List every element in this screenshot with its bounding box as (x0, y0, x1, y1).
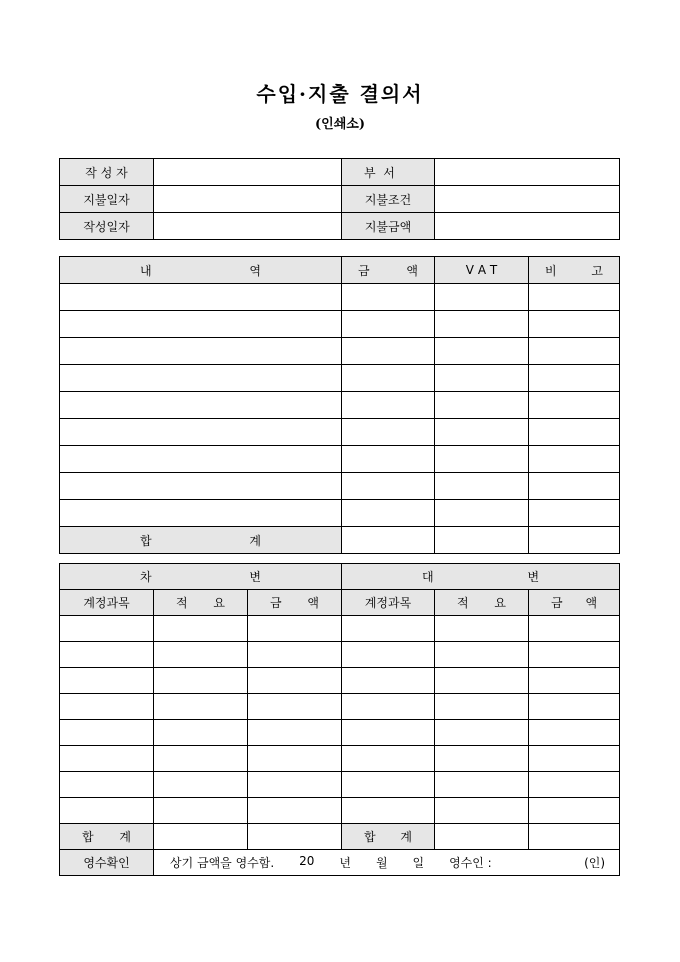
debit-amount-cell[interactable] (248, 746, 342, 772)
document-title: 수입·지출 결의서 (256, 82, 424, 106)
detail-note-cell[interactable] (529, 338, 620, 365)
credit-summary-cell[interactable] (435, 772, 529, 798)
credit-account-header: 계정과목 (342, 590, 435, 616)
payment-date-label: 지불일자 (60, 186, 154, 213)
detail-vat-cell[interactable] (435, 311, 529, 338)
debit-account-cell[interactable] (60, 694, 154, 720)
debit-summary-cell[interactable] (154, 746, 248, 772)
debit-amount-cell[interactable] (248, 616, 342, 642)
credit-account-cell[interactable] (342, 642, 435, 668)
detail-note-cell[interactable] (529, 419, 620, 446)
detail-row (60, 365, 620, 392)
ledger-row (60, 616, 620, 642)
detail-item-header: 내 역 (60, 257, 342, 284)
credit-total-amount[interactable] (529, 824, 620, 850)
credit-amount-cell[interactable] (529, 694, 620, 720)
credit-summary-cell[interactable] (435, 746, 529, 772)
detail-item-cell[interactable] (60, 500, 342, 527)
debit-total-label: 합 계 (60, 824, 154, 850)
detail-row (60, 284, 620, 311)
detail-vat-cell[interactable] (435, 419, 529, 446)
detail-item-cell[interactable] (60, 311, 342, 338)
credit-account-cell[interactable] (342, 694, 435, 720)
detail-amount-cell[interactable] (342, 446, 435, 473)
detail-note-header: 비 고 (529, 257, 620, 284)
detail-table (59, 256, 620, 554)
ledger-header-row (60, 564, 620, 590)
credit-summary-header: 적 요 (435, 590, 529, 616)
credit-summary-cell[interactable] (435, 694, 529, 720)
credit-amount-cell[interactable] (529, 642, 620, 668)
detail-item-cell[interactable] (60, 419, 342, 446)
payment-amount-field[interactable] (435, 213, 620, 240)
debit-amount-cell[interactable] (248, 798, 342, 824)
credit-amount-cell[interactable] (529, 668, 620, 694)
detail-row (60, 311, 620, 338)
ledger-row (60, 694, 620, 720)
debit-summary-cell[interactable] (154, 772, 248, 798)
ledger-row (60, 642, 620, 668)
detail-total-note[interactable] (529, 527, 620, 554)
ledger-rows (60, 616, 620, 824)
info-row-writedate (60, 213, 620, 240)
credit-account-cell[interactable] (342, 746, 435, 772)
receipt-confirmation[interactable] (154, 850, 620, 876)
ledger-total-row (60, 824, 620, 850)
detail-item-cell[interactable] (60, 392, 342, 419)
detail-total-vat[interactable] (435, 527, 529, 554)
detail-amount-cell[interactable] (342, 365, 435, 392)
ledger-subheader-row (60, 590, 620, 616)
ledger-row (60, 720, 620, 746)
debit-summary-cell[interactable] (154, 798, 248, 824)
debit-account-cell[interactable] (60, 798, 154, 824)
detail-item-cell[interactable] (60, 284, 342, 311)
receipt-row (60, 850, 620, 876)
debit-summary-cell[interactable] (154, 694, 248, 720)
writer-label: 작 성 자 (60, 159, 154, 186)
detail-vat-cell[interactable] (435, 500, 529, 527)
debit-summary-cell[interactable] (154, 668, 248, 694)
department-label: 부 서 (342, 159, 435, 186)
detail-amount-cell[interactable] (342, 500, 435, 527)
payment-date-field[interactable] (154, 186, 342, 213)
detail-note-cell[interactable] (529, 446, 620, 473)
detail-row (60, 419, 620, 446)
credit-summary-cell[interactable] (435, 616, 529, 642)
debit-header: 차 변 (60, 564, 342, 590)
receipt-year: 20 (299, 854, 315, 868)
payment-terms-label: 지불조건 (342, 186, 435, 213)
debit-account-cell[interactable] (60, 668, 154, 694)
credit-summary-cell[interactable] (435, 720, 529, 746)
ledger-row (60, 746, 620, 772)
detail-amount-cell[interactable] (342, 311, 435, 338)
credit-amount-cell[interactable] (529, 720, 620, 746)
credit-account-cell[interactable] (342, 668, 435, 694)
detail-header-row (60, 257, 620, 284)
detail-vat-cell[interactable] (435, 284, 529, 311)
detail-item-cell[interactable] (60, 365, 342, 392)
detail-amount-cell[interactable] (342, 419, 435, 446)
detail-note-cell[interactable] (529, 473, 620, 500)
receipt-day-unit: 일 (412, 856, 425, 870)
ledger-row (60, 798, 620, 824)
debit-summary-cell[interactable] (154, 642, 248, 668)
receipt-year-unit: 년 (339, 856, 351, 870)
credit-amount-cell[interactable] (529, 798, 620, 824)
document-subtitle: (인쇄소) (315, 117, 365, 132)
detail-total-amount[interactable] (342, 527, 435, 554)
credit-account-cell[interactable] (342, 616, 435, 642)
credit-summary-cell[interactable] (435, 642, 529, 668)
detail-row (60, 473, 620, 500)
written-date-field[interactable] (154, 213, 342, 240)
payment-terms-field[interactable] (435, 186, 620, 213)
debit-amount-cell[interactable] (248, 720, 342, 746)
payment-amount-label: 지불금액 (342, 213, 435, 240)
debit-total-summary[interactable] (154, 824, 248, 850)
detail-row (60, 500, 620, 527)
receipt-seal: (인) (584, 856, 606, 870)
detail-vat-cell[interactable] (435, 392, 529, 419)
written-date-label: 작성일자 (60, 213, 154, 240)
ledger-row (60, 772, 620, 798)
detail-vat-cell[interactable] (435, 365, 529, 392)
credit-account-cell[interactable] (342, 772, 435, 798)
detail-row (60, 446, 620, 473)
department-field[interactable] (435, 159, 620, 186)
detail-note-cell[interactable] (529, 500, 620, 527)
detail-note-cell[interactable] (529, 284, 620, 311)
detail-amount-cell[interactable] (342, 473, 435, 500)
debit-summary-header: 적 요 (154, 590, 248, 616)
detail-total-row (60, 527, 620, 554)
detail-amount-cell[interactable] (342, 392, 435, 419)
credit-amount-cell[interactable] (529, 772, 620, 798)
debit-total-amount[interactable] (248, 824, 342, 850)
writer-field[interactable] (154, 159, 342, 186)
debit-amount-header: 금 액 (248, 590, 342, 616)
debit-summary-cell[interactable] (154, 616, 248, 642)
detail-amount-header: 금 액 (342, 257, 435, 284)
ledger-table (59, 563, 620, 876)
ledger-row (60, 668, 620, 694)
info-row-paydate (60, 186, 620, 213)
info-row-writer (60, 159, 620, 186)
debit-amount-cell[interactable] (248, 694, 342, 720)
credit-amount-header: 금 액 (529, 590, 620, 616)
debit-amount-cell[interactable] (248, 668, 342, 694)
debit-summary-cell[interactable] (154, 720, 248, 746)
debit-account-cell[interactable] (60, 616, 154, 642)
detail-vat-cell[interactable] (435, 446, 529, 473)
detail-note-cell[interactable] (529, 311, 620, 338)
detail-note-cell[interactable] (529, 365, 620, 392)
info-table (59, 158, 620, 240)
credit-amount-cell[interactable] (529, 746, 620, 772)
detail-vat-header: V A T (435, 257, 529, 284)
credit-header: 대 변 (342, 564, 620, 590)
debit-amount-cell[interactable] (248, 642, 342, 668)
credit-total-label: 합 계 (342, 824, 435, 850)
detail-total-label: 합 계 (60, 527, 342, 554)
receipt-text: 상기 금액을 영수함. (170, 856, 275, 870)
debit-account-cell[interactable] (60, 772, 154, 798)
credit-account-cell[interactable] (342, 798, 435, 824)
debit-account-cell[interactable] (60, 720, 154, 746)
detail-vat-cell[interactable] (435, 473, 529, 500)
receipt-receiver: 영수인 : (449, 856, 492, 870)
detail-item-cell[interactable] (60, 338, 342, 365)
receipt-month-unit: 월 (375, 856, 388, 870)
debit-amount-cell[interactable] (248, 772, 342, 798)
credit-account-cell[interactable] (342, 720, 435, 746)
credit-total-summary[interactable] (435, 824, 529, 850)
detail-item-cell[interactable] (60, 446, 342, 473)
detail-vat-cell[interactable] (435, 338, 529, 365)
receipt-label: 영수확인 (60, 850, 154, 876)
debit-account-cell[interactable] (60, 746, 154, 772)
credit-amount-cell[interactable] (529, 616, 620, 642)
debit-account-header: 계정과목 (60, 590, 154, 616)
detail-note-cell[interactable] (529, 392, 620, 419)
detail-rows (60, 284, 620, 527)
detail-item-cell[interactable] (60, 473, 342, 500)
detail-amount-cell[interactable] (342, 284, 435, 311)
credit-summary-cell[interactable] (435, 798, 529, 824)
detail-row (60, 338, 620, 365)
detail-amount-cell[interactable] (342, 338, 435, 365)
detail-row (60, 392, 620, 419)
credit-summary-cell[interactable] (435, 668, 529, 694)
debit-account-cell[interactable] (60, 642, 154, 668)
